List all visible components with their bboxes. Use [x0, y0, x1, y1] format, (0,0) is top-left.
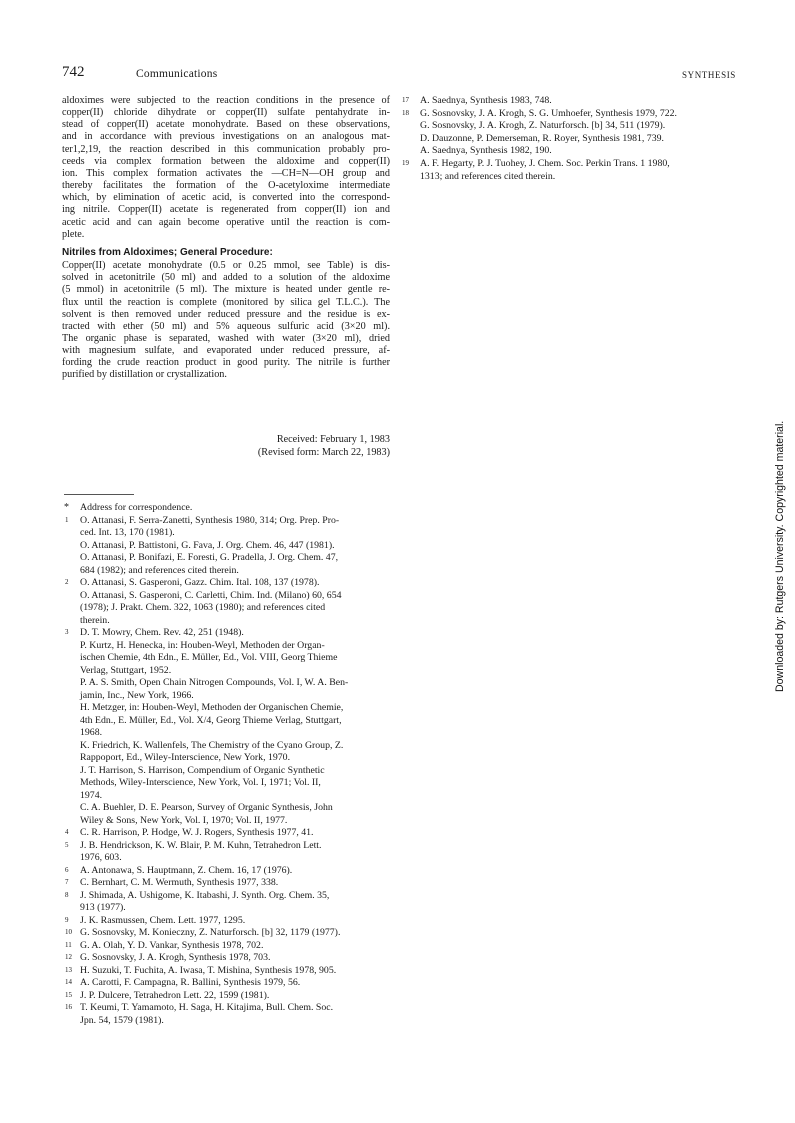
text-line: flux until the reaction is complete (monitored by silica gel T.L.C.). The	[62, 296, 390, 308]
footnote-marker: 10	[65, 928, 72, 936]
footnote-line: 1976, 603.	[80, 852, 122, 863]
footnote-line: H. Suzuki, T. Fuchita, A. Iwasa, T. Mishina, Synthesis 1978, 905.	[80, 964, 337, 976]
footnote-line: G. Sosnovsky, M. Konieczny, Z. Naturforsch. [b] 32, 1179 (1977).	[80, 927, 341, 938]
footnote-item	[62, 990, 392, 1003]
footnote-line: G. Sosnovsky, J. A. Krogh, S. G. Umhoefer, Synthesis 1979, 722.	[420, 107, 677, 119]
footnote-line: jamin, Inc., New York, 1966.	[80, 689, 194, 701]
footnote-marker: 7	[65, 878, 69, 886]
revised-date: (Revised form: March 22, 1983)	[257, 447, 390, 458]
footnote-line: G. A. Olah, Y. D. Vankar, Synthesis 1978, 702.	[80, 939, 264, 951]
footnote-item	[62, 890, 392, 915]
footnote-line: O. Attanasi, S. Gasperoni, C. Carletti, Chim. Ind. (Milano) 60, 654	[80, 589, 342, 601]
text-line: The organic phase is separated, washed with water (3×20 ml), dried	[62, 332, 390, 344]
footnote-item	[62, 865, 392, 878]
watermark-text: Downloaded by: Rutgers University. Copyrighted material.	[774, 420, 786, 692]
footnote-marker: *	[64, 502, 69, 513]
text-line: solvent is then removed under reduced pressure and the residue is ex-	[62, 308, 390, 320]
text-line: ion. This complex formation activates the —CH=N—OH group and	[62, 167, 390, 179]
received-date: Received: February 1, 1983	[276, 434, 390, 445]
text-line: ter1,2,19, the reaction described in this communication probably pro-	[62, 143, 390, 155]
footnote-item	[62, 840, 392, 865]
text-line: thereby facilitates the formation of the O-acetyloxime intermediate	[62, 180, 390, 192]
footnote-divider	[64, 494, 134, 495]
footnote-line: O. Attanasi, P. Battistoni, G. Fava, J. Org. Chem. 46, 447 (1981).	[80, 539, 335, 551]
footnote-line: (1978); J. Prakt. Chem. 322, 1063 (1980); and references cited	[80, 602, 326, 613]
procedure-heading: Nitriles from Aldoximes; General Procedure:	[62, 246, 273, 258]
footnote-item	[62, 502, 392, 515]
footnote-marker: 17	[402, 96, 409, 104]
footnote-marker: 15	[65, 990, 72, 999]
footnote-marker: 6	[65, 865, 69, 874]
footnotes-left	[62, 502, 392, 1027]
footnote-item	[62, 940, 392, 953]
text-line: fording the crude reaction product in good purity. The nitrile is further	[62, 357, 390, 369]
footnote-line: A. F. Hegarty, P. J. Tuohey, J. Chem. Soc. Perkin Trans. 1 1980,	[420, 157, 670, 169]
text-line: ing nitrile. Copper(II) acetate is regenerated from copper(II) ion and	[62, 204, 390, 216]
footnote-item	[62, 877, 392, 890]
footnote-line: J. B. Hendrickson, K. W. Blair, P. M. Kuhn, Tetrahedron Lett.	[80, 839, 322, 851]
text-line: ceeds via complex formation between the aldoxime and copper(II)	[62, 155, 390, 167]
footnote-line: A. Carotti, F. Campagna, R. Ballini, Synthesis 1979, 56.	[80, 977, 301, 988]
footnote-item	[62, 927, 392, 940]
footnotes-right	[402, 95, 735, 183]
text-line: purified by distillation or crystallization.	[62, 369, 227, 381]
text-line: stead of copper(II) acetate monohydrate. Based on these observations,	[62, 119, 390, 131]
footnote-line: ischen Chemie, 4th Edn., E. Müller, Ed., Vol. VIII, Georg Thieme	[80, 652, 338, 663]
footnote-item	[62, 827, 392, 840]
text-line: solved in acetonitrile (50 ml) and added to a solution of the aldoxime	[62, 272, 390, 284]
text-line: with magnesium sulfate, and evaporated under reduced pressure, af-	[62, 345, 390, 357]
footnote-line: O. Attanasi, S. Gasperoni, Gazz. Chim. Ital. 108, 137 (1978).	[80, 577, 320, 588]
footnote-marker: 18	[402, 108, 409, 117]
footnote-line: Address for correspondence.	[80, 502, 193, 513]
footnote-line: H. Metzger, in: Houben-Weyl, Methoden der Organischen Chemie,	[80, 702, 344, 713]
footnote-marker: 1	[65, 515, 69, 524]
footnote-line: therein.	[80, 614, 110, 626]
footnote-line: 684 (1982); and references cited therein.	[80, 564, 239, 576]
text-line: which, by elimination of acetic acid, is converted into the correspond-	[62, 192, 390, 204]
footnote-line: 4th Edn., E. Müller, Ed., Vol. X/4, Georg Thieme Verlag, Stuttgart,	[80, 714, 342, 726]
footnote-line: ced. Int. 13, 170 (1981).	[80, 527, 175, 538]
footnote-item	[62, 577, 392, 627]
footnote-line: G. Sosnovsky, J. A. Krogh, Z. Naturforsch. [b] 34, 511 (1979).	[420, 120, 666, 132]
footnote-marker: 12	[65, 953, 72, 961]
footnote-marker: 2	[65, 578, 69, 586]
text-line: Copper(II) acetate monohydrate (0.5 or 0.25 mmol, see Table) is dis-	[62, 260, 390, 272]
text-line: copper(II) chloride dihydrate or copper(II) sulfate pentahydrate in-	[62, 107, 390, 119]
footnote-line: Jpn. 54, 1579 (1981).	[80, 1014, 164, 1026]
text-line: aldoximes were subjected to the reaction conditions in the presence of	[62, 95, 390, 106]
footnote-line: A. Saednya, Synthesis 1982, 190.	[420, 145, 552, 157]
section-title: Communications	[136, 68, 218, 80]
footnote-marker: 13	[65, 965, 72, 974]
footnote-item	[62, 965, 392, 978]
footnote-item	[62, 515, 392, 578]
footnote-item	[402, 95, 735, 108]
footnote-line: J. P. Dulcere, Tetrahedron Lett. 22, 1599 (1981).	[80, 989, 270, 1001]
text-line: tracted with ether (50 ml) and 5% aqueous sulfuric acid (3×20 ml).	[62, 320, 390, 332]
text-line: (5 mmol) in acetonitrile (5 ml). The mixture is heated under gentle re-	[62, 284, 390, 296]
footnote-marker: 19	[402, 158, 409, 167]
footnote-line: P. Kurtz, H. Henecka, in: Houben-Weyl, Methoden der Organ-	[80, 639, 325, 651]
footnote-line: D. Dauzonne, P. Demerseman, R. Royer, Synthesis 1981, 739.	[420, 132, 664, 144]
footnote-line: C. A. Buehler, D. E. Pearson, Survey of Organic Synthesis, John	[80, 802, 333, 813]
footnote-line: O. Attanasi, P. Bonifazi, E. Foresti, G. Pradella, J. Org. Chem. 47,	[80, 552, 339, 563]
footnote-item	[62, 1002, 392, 1027]
footnote-line: 1313; and references cited therein.	[420, 170, 556, 182]
footnote-item	[402, 108, 735, 158]
footnote-line: C. R. Harrison, P. Hodge, W. J. Rogers, Synthesis 1977, 41.	[80, 827, 314, 838]
text-line: acetic acid and can again become operative until the reaction is com-	[62, 216, 390, 228]
left-column	[62, 95, 390, 382]
footnote-line: A. Antonawa, S. Hauptmann, Z. Chem. 16, 17 (1976).	[80, 864, 293, 876]
journal-name: SYNTHESIS	[682, 70, 736, 80]
footnote-item	[62, 915, 392, 928]
footnote-item	[62, 977, 392, 990]
footnote-line: C. Bernhart, C. M. Wermuth, Synthesis 1977, 338.	[80, 877, 279, 888]
footnote-marker: 16	[65, 1003, 72, 1011]
footnote-item	[402, 158, 735, 183]
footnote-marker: 9	[65, 915, 69, 924]
footnote-line: J. K. Rasmussen, Chem. Lett. 1977, 1295.	[80, 914, 246, 926]
footnote-line: K. Friedrich, K. Wallenfels, The Chemistry of the Cyano Group, Z.	[80, 739, 344, 751]
footnote-marker: 3	[65, 628, 69, 636]
footnote-item	[62, 952, 392, 965]
footnote-line: G. Sosnovsky, J. A. Krogh, Synthesis 1978, 703.	[80, 952, 271, 963]
footnote-line: 913 (1977).	[80, 902, 126, 913]
footnote-line: P. A. S. Smith, Open Chain Nitrogen Compounds, Vol. I, W. A. Ben-	[80, 677, 349, 688]
footnote-marker: 5	[65, 840, 69, 849]
footnote-line: J. T. Harrison, S. Harrison, Compendium of Organic Synthetic	[80, 764, 325, 776]
footnote-line: 1974.	[80, 789, 103, 801]
page-number: 742	[62, 64, 85, 80]
footnote-line: J. Shimada, A. Ushigome, K. Itabashi, J. Synth. Org. Chem. 35,	[80, 889, 330, 901]
footnote-line: Verlag, Stuttgart, 1952.	[80, 664, 172, 676]
footnote-marker: 11	[65, 940, 72, 949]
text-line: plete.	[62, 228, 85, 240]
footnote-line: Methods, Wiley-Interscience, New York, Vol. I, 1971; Vol. II,	[80, 777, 321, 788]
footnote-line: 1968.	[80, 727, 103, 738]
footnote-line: D. T. Mowry, Chem. Rev. 42, 251 (1948).	[80, 627, 244, 638]
footnote-line: A. Saednya, Synthesis 1983, 748.	[420, 95, 552, 106]
footnote-line: Rappoport, Ed., Wiley-Interscience, New York, 1970.	[80, 752, 291, 763]
footnote-line: O. Attanasi, F. Serra-Zanetti, Synthesis 1980, 314; Org. Prep. Pro-	[80, 514, 340, 526]
text-line: and in accordance with previous investigations on an analogous mat-	[62, 131, 390, 143]
footnote-marker: 8	[65, 890, 69, 899]
body-paragraph	[62, 95, 390, 241]
footnote-line: Wiley & Sons, New York, Vol. I, 1970; Vol. II, 1977.	[80, 814, 288, 826]
footnote-item	[62, 627, 392, 827]
footnote-marker: 14	[65, 978, 72, 986]
footnote-line: T. Keumi, T. Yamamoto, H. Saga, H. Kitajima, Bull. Chem. Soc.	[80, 1002, 334, 1013]
procedure-paragraph	[62, 260, 390, 382]
footnote-marker: 4	[65, 828, 69, 836]
